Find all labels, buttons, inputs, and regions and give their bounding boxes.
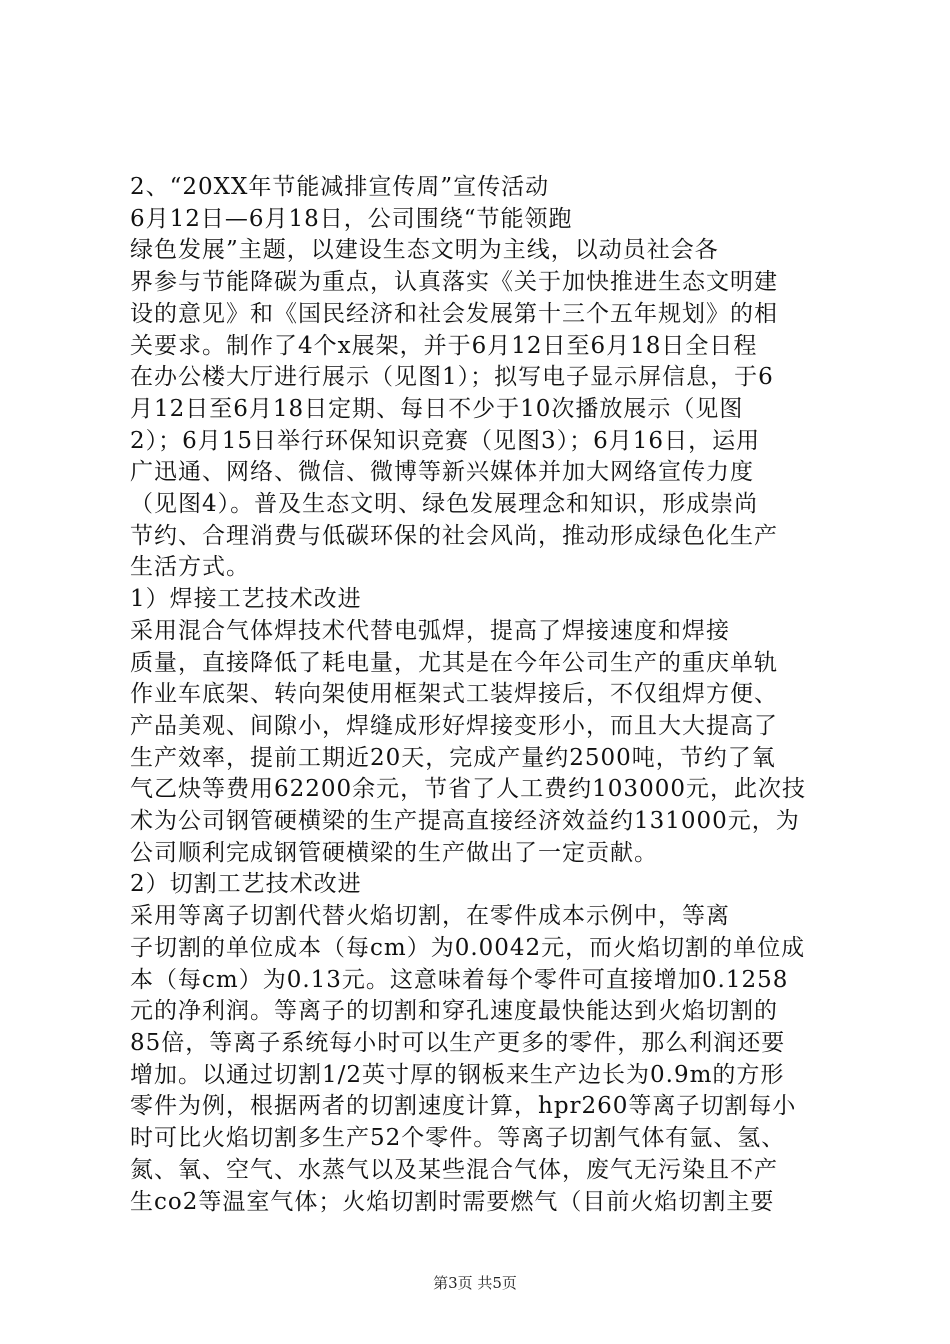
text-line: 元的净利润。等离子的切割和穿孔速度最快能达到火焰切割的 — [130, 998, 778, 1025]
text-line: 子切割的单位成本（每cm）为0.0042元，而火焰切割的单位成 — [130, 934, 806, 961]
text-line: 关要求。制作了4个x展架，并于6月12日至6月18日全日程 — [130, 332, 758, 359]
text-line: 术为公司钢管硬横梁的生产提高直接经济效益约131000元，为 — [130, 808, 800, 835]
text-line: 在办公楼大厅进行展示（见图1）；拟写电子显示屏信息，于6 — [130, 364, 774, 391]
text-line: （见图4）。普及生态文明、绿色发展理念和知识，形成崇尚 — [130, 491, 759, 518]
text-line: 产品美观、间隙小，焊缝成形好焊接变形小，而且大大提高了 — [130, 712, 778, 739]
text-line: 2）；6月15日举行环保知识竞赛（见图3）；6月16日，运用 — [130, 427, 761, 454]
text-line: 零件为例，根据两者的切割速度计算，hpr260等离子切割每小 — [130, 1093, 797, 1120]
text-line: 2、“20XX年节能减排宣传周”宣传活动 — [130, 174, 550, 200]
text-line: 气乙炔等费用62200余元，节省了人工费约103000元，此次技 — [130, 776, 806, 803]
text-line: 生co2等温室气体；火焰切割时需要燃气（目前火焰切割主要 — [130, 1188, 775, 1215]
text-line: 广迅通、网络、微信、微博等新兴媒体并加大网络宣传力度 — [130, 459, 754, 486]
text-line: 6月12日—6月18日，公司围绕“节能领跑 — [130, 205, 573, 232]
text-line: 生产效率，提前工期近20天，完成产量约2500吨，节约了氧 — [130, 744, 776, 771]
text-line: 公司顺利完成钢管硬横梁的生产做出了一定贡献。 — [130, 839, 658, 866]
text-line: 质量，直接降低了耗电量，尤其是在今年公司生产的重庆单轨 — [130, 649, 778, 676]
text-line: 1）焊接工艺技术改进 — [130, 586, 362, 613]
text-line: 氮、氧、空气、水蒸气以及某些混合气体，废气无污染且不产 — [130, 1156, 778, 1183]
text-line: 采用混合气体焊技术代替电弧焊，提高了焊接速度和焊接 — [130, 617, 730, 644]
text-line: 绿色发展”主题，以建设生态文明为主线，以动员社会各 — [130, 237, 719, 264]
text-line: 本（每cm）为0.13元。这意味着每个零件可直接增加0.1258 — [130, 966, 789, 993]
text-line: 作业车底架、转向架使用框架式工装焊接后，不仅组焊方便、 — [130, 681, 778, 708]
text-line: 增加。以通过切割1/2英寸厚的钢板来生产边长为0.9m的方形 — [130, 1061, 785, 1088]
page-footer: 第3页 共5页 — [433, 1274, 517, 1292]
text-line: 85倍，等离子系统每小时可以生产更多的零件，那么利润还要 — [130, 1029, 786, 1056]
text-line: 采用等离子切割代替火焰切割，在零件成本示例中，等离 — [130, 903, 730, 930]
text-line: 时可比火焰切割多生产52个零件。等离子切割气体有氩、氢、 — [130, 1125, 786, 1152]
text-line: 月12日至6月18日定期、每日不少于10次播放展示（见图 — [130, 395, 744, 422]
document-body — [130, 172, 830, 1218]
text-line: 2）切割工艺技术改进 — [130, 871, 362, 898]
text-line: 设的意见》和《国民经济和社会发展第十三个五年规划》的相 — [130, 300, 778, 327]
text-line: 节约、合理消费与低碳环保的社会风尚，推动形成绿色化生产 — [130, 522, 778, 549]
text-line: 界参与节能降碳为重点，认真落实《关于加快推进生态文明建 — [130, 269, 778, 296]
text-line: 生活方式。 — [130, 554, 250, 581]
